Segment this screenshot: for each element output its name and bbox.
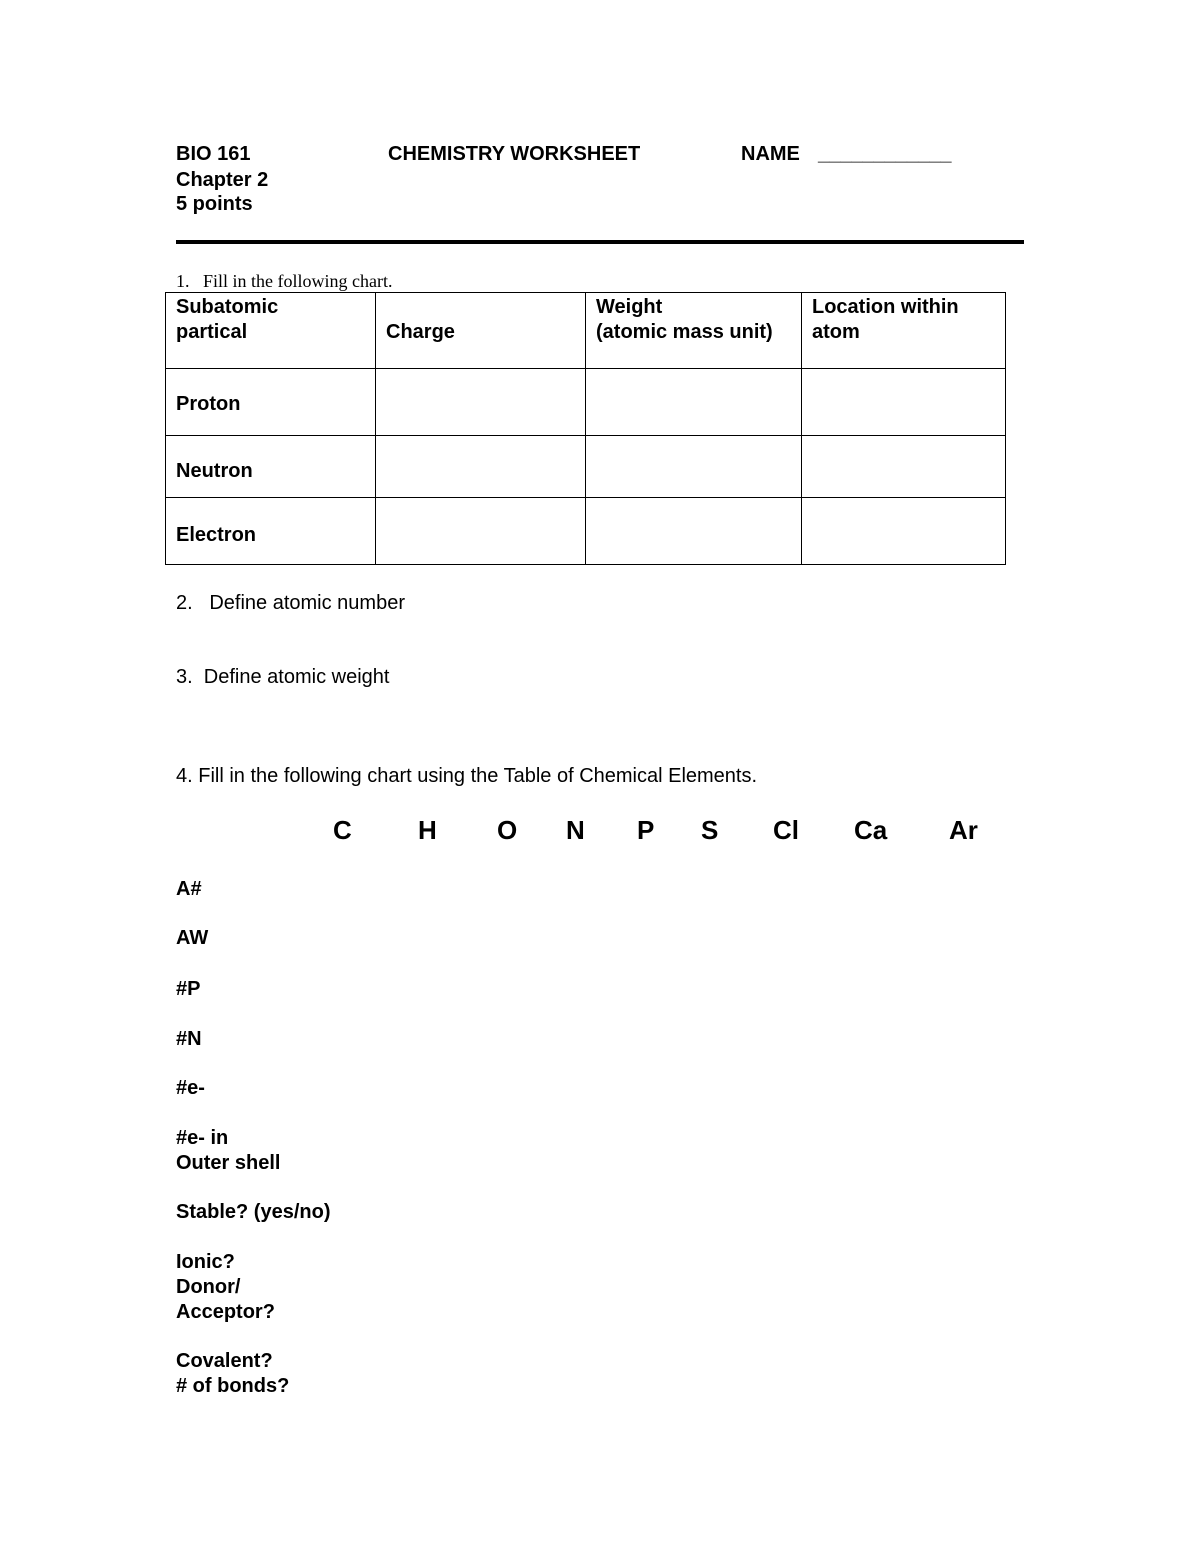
element-symbol-ca: Ca (854, 815, 888, 845)
row-label-ionic: Ionic? Donor/ Acceptor? (176, 1251, 275, 1323)
cell-proton-weight[interactable] (586, 369, 802, 436)
chart-header-row (166, 293, 1006, 369)
points-label: 5 points (176, 193, 253, 215)
row-label-outer-shell: #e- in Outer shell (176, 1127, 281, 1174)
q3-prompt: 3. Define atomic weight (176, 666, 390, 688)
name-label: NAME (741, 143, 800, 165)
q2-prompt: 2. Define atomic number (176, 592, 405, 614)
chapter-label: Chapter 2 (176, 169, 269, 191)
element-symbol-c: C (333, 815, 352, 845)
course-code: BIO 161 (176, 143, 251, 165)
q1-prompt (176, 271, 392, 292)
cell-neutron-location[interactable] (802, 436, 1006, 498)
cell-electron-weight[interactable] (586, 498, 802, 565)
q1-text: Fill in the following chart. (203, 271, 393, 291)
col-header-charge: Charge (376, 293, 586, 369)
name-blank[interactable]: ____________ (818, 143, 952, 165)
element-symbol-ar: Ar (949, 815, 978, 845)
row-label-protons: #P (176, 978, 201, 1000)
element-symbol-h: H (418, 815, 437, 845)
header-divider (176, 240, 1024, 244)
table-row (166, 369, 1006, 436)
element-symbol-p: P (637, 815, 655, 845)
cell-electron-charge[interactable] (376, 498, 586, 565)
row-label-stable: Stable? (yes/no) (176, 1201, 331, 1223)
row-label-atomic-weight: AW (176, 927, 209, 949)
cell-electron-location[interactable] (802, 498, 1006, 565)
col-header-location: Location within atom (802, 293, 1006, 369)
q1-number: 1. (176, 271, 190, 291)
row-label-atomic-number: A# (176, 878, 202, 900)
q4-prompt: 4. Fill in the following chart using the Table of Chemical Elements. (176, 765, 758, 787)
col-header-subatomic: Subatomic partical (166, 293, 376, 369)
cell-proton-charge[interactable] (376, 369, 586, 436)
element-symbol-n: N (566, 815, 585, 845)
element-symbol-cl: Cl (773, 815, 799, 845)
subatomic-chart (165, 292, 1006, 565)
row-label-covalent: Covalent? # of bonds? (176, 1350, 290, 1397)
row-label-proton: Proton (166, 369, 376, 436)
worksheet-title: CHEMISTRY WORKSHEET (388, 143, 641, 165)
cell-proton-location[interactable] (802, 369, 1006, 436)
col-header-weight: Weight (atomic mass unit) (586, 293, 802, 369)
element-symbol-o: O (497, 815, 518, 845)
table-row (166, 498, 1006, 565)
cell-neutron-weight[interactable] (586, 436, 802, 498)
element-symbol-s: S (701, 815, 719, 845)
row-label-neutron: Neutron (166, 436, 376, 498)
table-row (166, 436, 1006, 498)
row-label-electron: Electron (166, 498, 376, 565)
row-label-neutrons: #N (176, 1028, 202, 1050)
cell-neutron-charge[interactable] (376, 436, 586, 498)
row-label-electrons: #e- (176, 1077, 205, 1099)
